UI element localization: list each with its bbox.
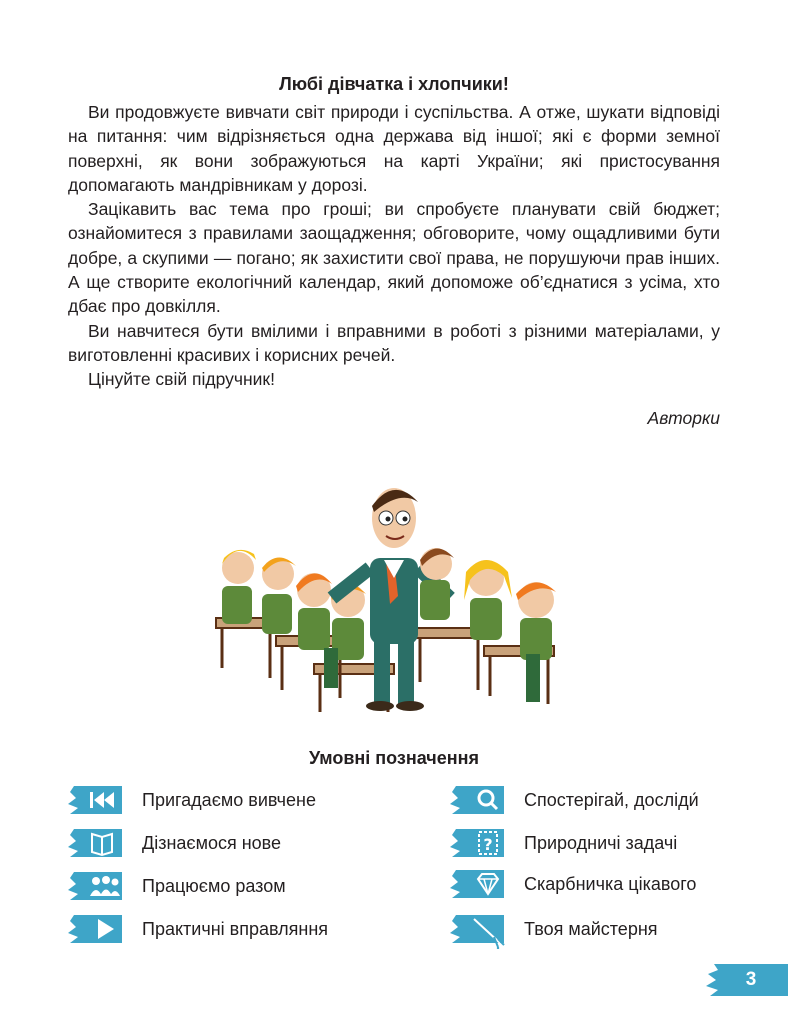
- legend-label: Твоя майстерня: [524, 918, 658, 939]
- book-icon: [68, 827, 128, 859]
- paragraph: Цінуйте свій підручник!: [88, 369, 275, 390]
- legend-item-treasury: [450, 866, 696, 902]
- classroom-illustration: [214, 468, 570, 714]
- rewind-icon: [68, 784, 128, 816]
- legend-title: Умовні позначення: [308, 748, 480, 768]
- group-icon: [68, 870, 128, 902]
- legend-item-practice: [68, 911, 328, 947]
- magnifier-icon: [450, 784, 510, 816]
- diamond-icon: [450, 868, 510, 900]
- paragraph: Зацікавить вас тема про гроші; ви спробуєте планувати свій бюджет; ознайомитеся з правилами заощадження; обговорите, чому ощадливими бути добре, а скупими — погано; як захистити свої права, не порушуючи прав інших. А ще створите екологічний календар, який допоможе об’єднатися з усіма, хто дбає про довкілля.: [68, 199, 720, 317]
- legend-label: Пригадаємо вивчене: [142, 789, 316, 810]
- legend-label: Скарбничка цікавого: [524, 873, 697, 894]
- legend-item-learn: [68, 825, 281, 861]
- signature: Авторки: [647, 408, 720, 428]
- legend-item-remember: [68, 782, 316, 818]
- paragraph: Ви навчитеся бути вмілими і вправними в роботі з різними матеріалами, у виготовленні красивих і корисних речей.: [68, 320, 720, 365]
- legend-item-observe: [450, 782, 699, 818]
- legend-label: Спостерігай, досліди́: [524, 789, 699, 810]
- legend-label: Дізнаємося нове: [142, 832, 282, 853]
- svg-text:?: ?: [483, 835, 493, 854]
- question-icon: [450, 827, 510, 859]
- legend-item-teamwork: [68, 868, 286, 904]
- legend-item-workshop: [450, 911, 658, 947]
- legend-label: Працюємо разом: [142, 875, 286, 896]
- legend-label: Практичні вправляння: [142, 918, 329, 939]
- paragraph: Ви продовжуєте вивчати світ природи і суспільства. А отже, шукати відповіді на питання: чим відрізняється одна держава від іншої; які є форми земної поверхні, як вони зображуються на карті України; які пристосування допомагають мандрівникам у дорозі.: [68, 102, 720, 195]
- scissors-icon: [450, 913, 510, 945]
- play-icon: [68, 913, 128, 945]
- greeting-heading: Любі дівчатка і хлопчики!: [279, 74, 509, 94]
- legend-item-problems: [450, 825, 677, 861]
- intro-text: [68, 100, 720, 392]
- legend-label: Природничі задачі: [524, 832, 678, 853]
- page-number: 3: [745, 969, 757, 990]
